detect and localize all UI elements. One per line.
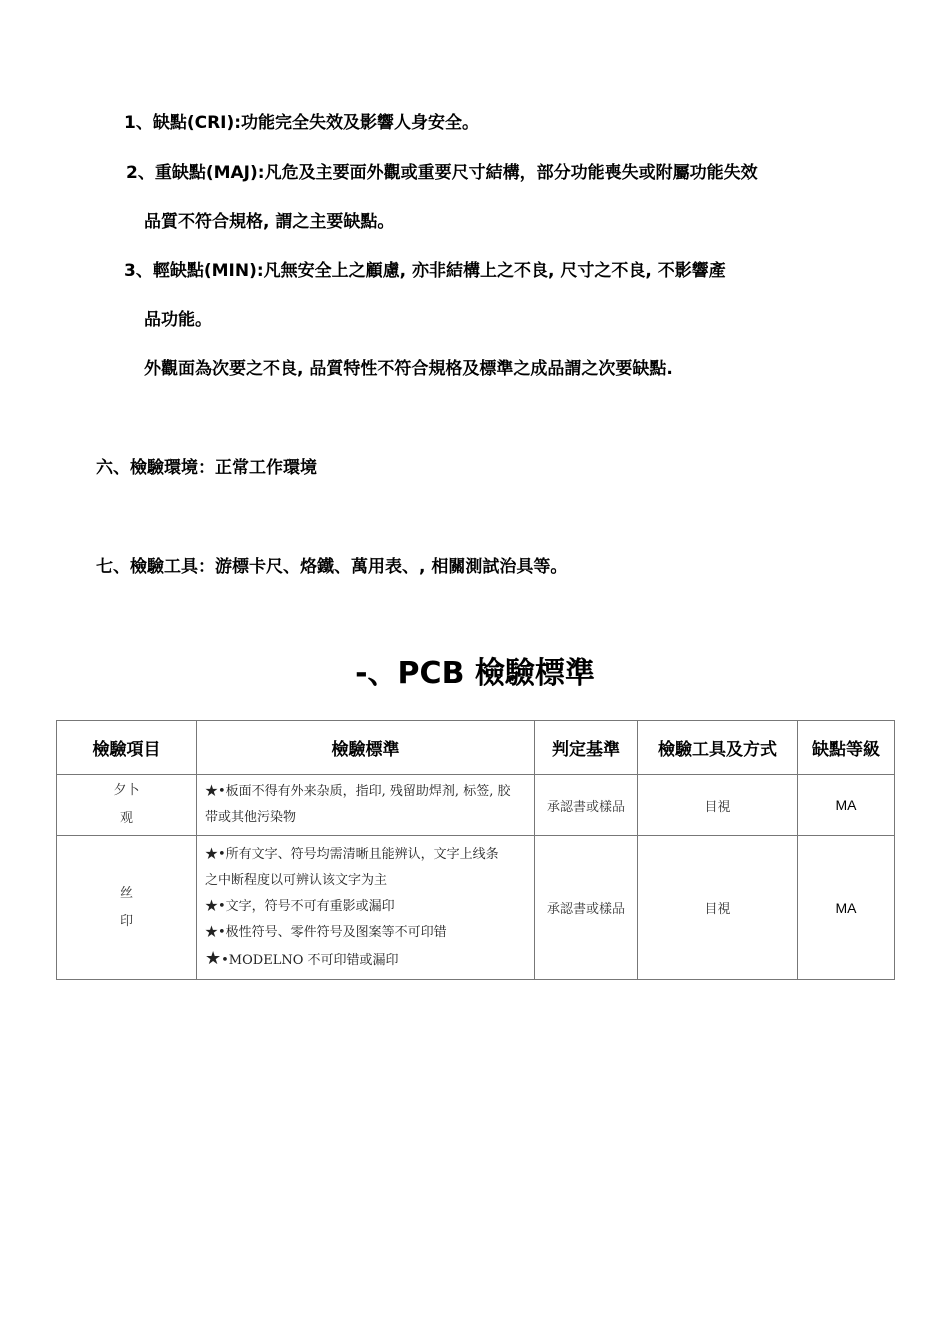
defect-min-line: 3、輕缺點(MIN):凡無安全上之顧慮, 亦非結構上之不良, 尺寸之不良, 不影響產 (124, 261, 726, 281)
header-level: 缺點等級 (798, 721, 895, 775)
table-row (57, 836, 895, 980)
standard-cell: ★•板面不得有外来杂质，指印, 残留助焊剂, 标签, 胶 带或其他污染物 (197, 775, 535, 836)
item-cell: 夕卜 观 (57, 775, 197, 836)
header-tool: 檢驗工具及方式 (638, 721, 798, 775)
defect-cri-line: 1、缺點(CRI):功能完全失效及影響人身安全。 (124, 113, 480, 133)
header-item: 檢驗項目 (57, 721, 197, 775)
judge-cell: 承認書或樣品 (535, 775, 638, 836)
table-title: -、PCB 檢驗標準 (355, 656, 595, 691)
star-icon: ★ (205, 947, 222, 969)
level-cell: MA (798, 775, 895, 836)
item-cell: 丝 印 (57, 836, 197, 980)
section-tools: 七、檢驗工具：游標卡尺、烙鐵、萬用表、, 相關測試治具等。 (96, 557, 568, 577)
standard-cell: ★•所有文字、符号均需清晰且能辨认，文字上线条 之中断程度以可辨认该文字为主 ★•文字，符号不可有重影或漏印 ★•极性符号、零件符号及图案等不可印错 ★•MODELNO 不可印错或漏印 (197, 836, 535, 980)
defect-maj-line: 2、重缺點(MAJ):凡危及主要面外觀或重要尺寸結構，部分功能喪失或附屬功能失效 (126, 163, 758, 183)
table-row (57, 775, 895, 836)
section-environment: 六、檢驗環境：正常工作環境 (96, 458, 317, 478)
header-judge: 判定基準 (535, 721, 638, 775)
defect-min-line-extra: 外觀面為次要之不良, 品質特性不符合規格及標準之成品謂之次要缺點. (144, 359, 673, 379)
level-cell: MA (798, 836, 895, 980)
header-standard: 檢驗標準 (197, 721, 535, 775)
inspection-standard-table (56, 720, 895, 980)
defect-maj-line-cont: 品質不符合規格, 謂之主要缺點。 (144, 212, 395, 232)
judge-cell: 承認書或樣品 (535, 836, 638, 980)
defect-min-line-cont: 品功能。 (144, 310, 212, 330)
tool-cell: 目視 (638, 775, 798, 836)
table-header-row (57, 721, 895, 775)
tool-cell: 目視 (638, 836, 798, 980)
